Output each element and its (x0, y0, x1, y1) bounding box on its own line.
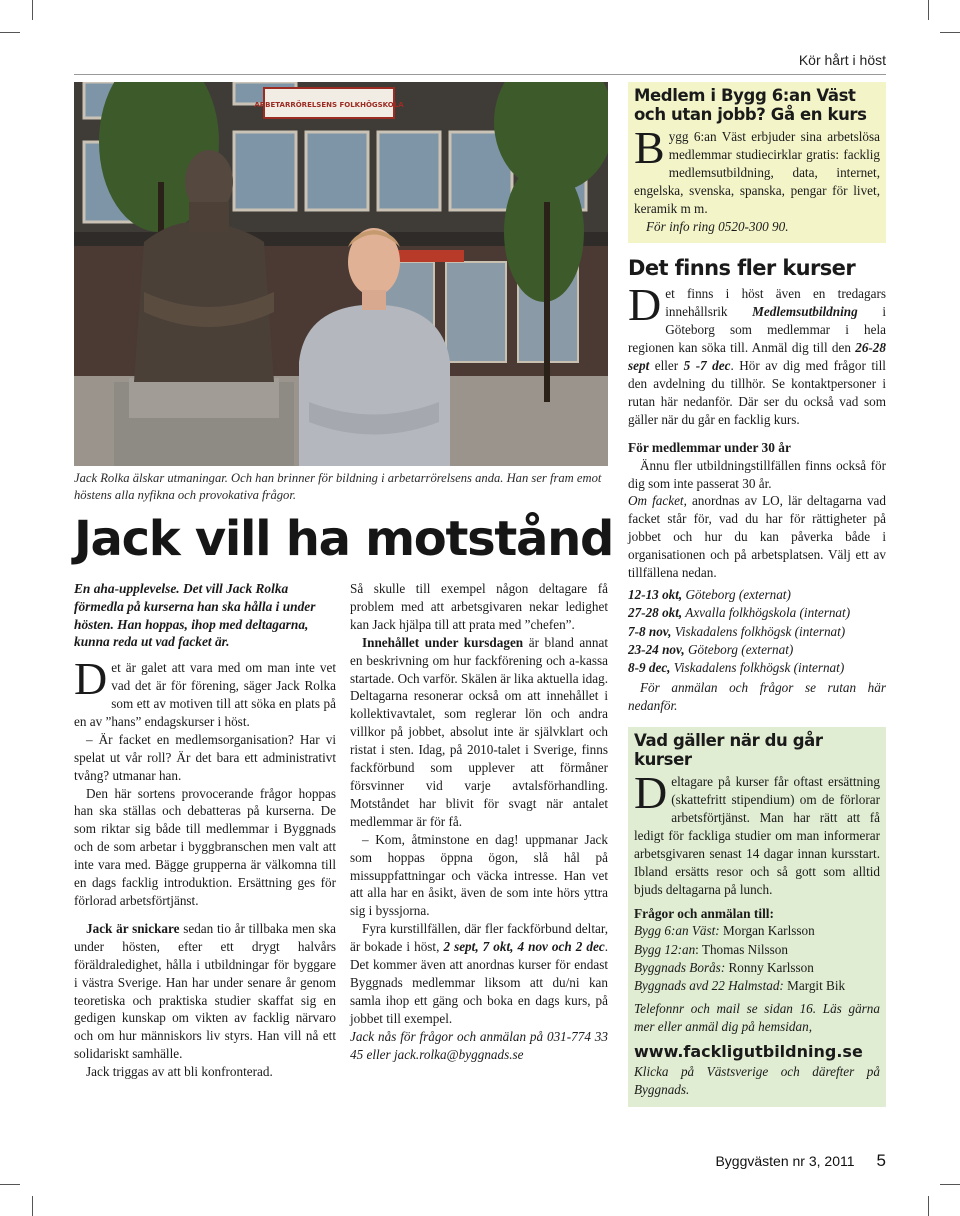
paragraph-text: Fyra kurstillfällen, där fler fackförbund deltar, är bokade i höst, (350, 921, 608, 955)
contact-name: Ronny Karlsson (725, 960, 814, 976)
contact-org: Byggnads Borås: (634, 960, 726, 976)
list-item (628, 623, 886, 641)
list-item (628, 586, 886, 604)
list-item (634, 977, 880, 995)
youth-signup: För anmälan och frågor se rutan här nedanför. (628, 680, 886, 714)
box-text: Deltagare på kurser får oftast ersättning (skattefritt stipendium) om de förlorar arbetsförtjänst. Man har rätt att få ledigt för fackliga studier om man informerar arbetsgivaren senast 14 dagar innan kursstart. Ibland ersätts resor och så gott som alltid bjuds deltagarna på lunch. (634, 767, 880, 897)
box-title: Vad gäller när du går kurser (634, 731, 823, 770)
paragraph-text: är bland annat en beskrivning om hur fackförening och a-kassa startade. Och varför. Skälen är lika aktuella idag. Deltagarna resonerar också om att innehållet i kollektivavtalet, som reglerar lön och andra villkor på jobbet, absolut inte är självklart och ristat i sten. Idag, på 2010-talet i Sverige, finns fackförbund som upplever att förmåner försvinner vid varje avtalsförhandling. Motståndet har blivit för svagt när antalet medlemmar är för få. (350, 634, 608, 829)
contact-list (634, 922, 880, 995)
course-date: 23-24 nov, (628, 641, 685, 657)
course-date: 26-28 sept (628, 340, 886, 374)
youth-text (628, 492, 886, 582)
subhead-inline: Innehållet under kursdagen (362, 634, 524, 650)
crop-mark (940, 1184, 960, 1185)
paragraph-text: eller (649, 358, 684, 374)
article-lead: En aha-upplevelse. Det vill Jack Rolka förmedla på kurserna han ska hålla i under hösten. Han hoppas, ihop med deltagarna, kunna reda ut vad facket är. (74, 581, 316, 650)
article-paragraph: Den här sortens provocerande frågor hoppas han ska ställas och debatteras på kurserna. De som riktar sig både till medlemmar i Byggnads och de som arbetar i byggbranschen men valt att inte vara med. Bägge grupperna är välkomna till en dags facklig introduktion. Ersättning ges för förlorad arbetsförtjänst. (74, 785, 336, 908)
box-text: Bygg 6:an Väst erbjuder sina arbetslösa medlemmar studiecirklar gratis: facklig medlemsutbildning, data, internet, engelska, svenska, spanska, pengar för livet, keramik m m. (634, 122, 880, 216)
crop-mark (0, 1184, 20, 1185)
course-name: Medlemsutbildning (752, 304, 858, 320)
article-paragraph: Det är galet att vara med om man inte vet vad det är för förening, säger Jack Rolka som ett av motiven till att söka en plats på en av ”hans” endagskurser i höst. (74, 653, 336, 729)
issue-label: Byggvästen nr 3, 2011 (715, 1153, 855, 1169)
photo-caption: Jack Rolka älskar utmaningar. Och han brinner för bildning i arbetarrörelsens anda. Han ser fram emot höstens alla nyfikna och provokativa frågor. (74, 471, 602, 502)
youth-heading: För medlemmar under 30 år (628, 439, 791, 455)
website-link[interactable]: www.fackligutbildning.se (634, 1042, 863, 1062)
article-column-2 (350, 580, 608, 1063)
article-paragraph: Jack triggas av att bli konfronterad. (86, 1064, 273, 1080)
article-paragraph (350, 634, 608, 831)
course-date: 5 -7 dec (683, 358, 731, 374)
section-text (628, 279, 886, 428)
contact-name: Morgan Karlsson (719, 923, 815, 939)
contact-org: Byggnads avd 22 Halmstad: (634, 978, 784, 994)
course-dates: 2 sept, 7 okt, 4 nov och 2 dec (443, 939, 605, 955)
course-rules-box (628, 727, 886, 1107)
crop-mark (0, 32, 20, 33)
unemployed-courses-box (628, 82, 886, 243)
contacts-heading: Frågor och anmälan till: (634, 905, 774, 921)
crop-mark (928, 1196, 929, 1216)
article-column-1 (74, 580, 336, 1081)
course-name: Om facket (628, 493, 684, 509)
contact-info: Jack nås för frågor och anmälan på 031-774 33 45 eller jack.rolka@byggnads.se (350, 1028, 608, 1062)
list-item (634, 941, 880, 959)
course-date: 12-13 okt, (628, 586, 683, 602)
paragraph-text: sedan tio år tillbaka men ska under hösten, efter ett drygt halvårs föräldraledighet, hålla i utbildningar för byggare i västra Sverige. Han har under senare år genom teoretiska och praktiska studier skaffat sig en gedigen kunskap om vikten av facklig närvaro och om hur människors liv styrs. Han vill nå ett solidariskt samhälle. (74, 920, 336, 1062)
header-rule (74, 74, 886, 75)
article-paragraph: – Är facket en medlemsorganisation? Har vi spelat ut vår roll? Är det bara ett administrativt tvång? utmanar han. (74, 731, 336, 783)
list-item (628, 659, 886, 677)
paragraph-text: . Hör av dig med frågor till den avdelning du tillhör. Se kontaktpersoner i rutan här nedanför. Där ser du också vad som gäller när du går en facklig kurs. (628, 358, 886, 427)
list-item (634, 922, 880, 940)
crop-mark (940, 32, 960, 33)
crop-mark (32, 1196, 33, 1216)
contact-name: : Thomas Nilsson (695, 941, 788, 957)
article-paragraph: – Kom, åtminstone en dag! uppmanar Jack som hoppas öppna ögon, slå hål på missuppfattningar och väcka intresse. Han vet att alla har en åsikt, även de som inte hörs yttra sig i byssjorna. (350, 831, 608, 919)
contact-name: Margit Bik (783, 978, 846, 994)
box-info: För info ring 0520-300 90. (646, 218, 789, 234)
course-place: Axvalla folkhögskola (internat) (682, 605, 851, 621)
phone-note: Telefonnr och mail se sidan 16. Läs gärna mer eller anmäl dig på hemsidan, (634, 1000, 880, 1034)
subhead-inline: Jack är snickare (86, 920, 180, 936)
article-paragraph: Så skulle till exempel någon deltagare få problem med att arbetsgivaren nekar ledighet kan Jack hjälpa till att prata med ”chefen”. (350, 581, 608, 632)
crop-mark (928, 0, 929, 20)
building-sign: ARBETARRÖRELSENS FOLKHÖGSKOLA (254, 101, 404, 109)
list-item (628, 641, 886, 659)
course-place: Göteborg (externat) (682, 586, 791, 602)
course-place: Göteborg (externat) (684, 641, 794, 657)
sidebar-column (628, 82, 886, 1107)
page-number: 5 (876, 1151, 886, 1170)
article-paragraph (74, 920, 336, 1063)
course-place: Viskadalens folkhögsk (internat) (671, 623, 846, 639)
paragraph-text: . Det kommer även att anordnas kurser för endast Byggnads medlemmar liksom att du/ni kan samla ihop ett gäng och boka en dags kurs, på jobbet till exempel. (350, 939, 608, 1026)
crop-mark (32, 0, 33, 20)
page-footer (715, 1151, 886, 1171)
article-headline: Jack vill ha motstånd (74, 511, 614, 567)
paragraph-text: , anordnas av LO, lär deltagarna vad facket står för, vad du har för rättigheter på jobbet och hur du kan påverka både i organisationen och på arbetsplatsen. Välj ett av tillfällena nedan. (628, 493, 887, 581)
course-place: Viskadalens folkhögsk (internat) (670, 660, 845, 676)
paragraph-text: i Göteborg som medlemmar i hela regionen kan söka till. Anmäl dig till den (628, 304, 886, 356)
contact-org: Bygg 12:an (634, 941, 696, 957)
course-date: 7-8 nov, (628, 623, 672, 639)
contact-org: Bygg 6:an Väst: (634, 923, 720, 939)
article-paragraph (350, 920, 608, 1027)
box-title: Medlem i Bygg 6:an Väst och utan jobb? Gå en kurs (634, 86, 867, 124)
list-item (634, 959, 880, 977)
course-date: 27-28 okt, (628, 605, 683, 621)
url-note: Klicka på Västsverige och därefter på Byggnads. (634, 1064, 880, 1098)
section-heading: Det finns fler kurser (628, 256, 856, 281)
section-title: Kör hårt i höst (798, 52, 886, 68)
list-item (628, 604, 886, 622)
youth-text: Ännu fler utbildningstillfällen finns också för dig som inte passerat 30 år. (628, 457, 886, 491)
article-photo (74, 82, 608, 466)
course-date: 8-9 dec, (628, 660, 671, 676)
paragraph-text: Det finns i höst även en tredagars innehållsrik (628, 279, 886, 331)
course-list (628, 586, 886, 677)
